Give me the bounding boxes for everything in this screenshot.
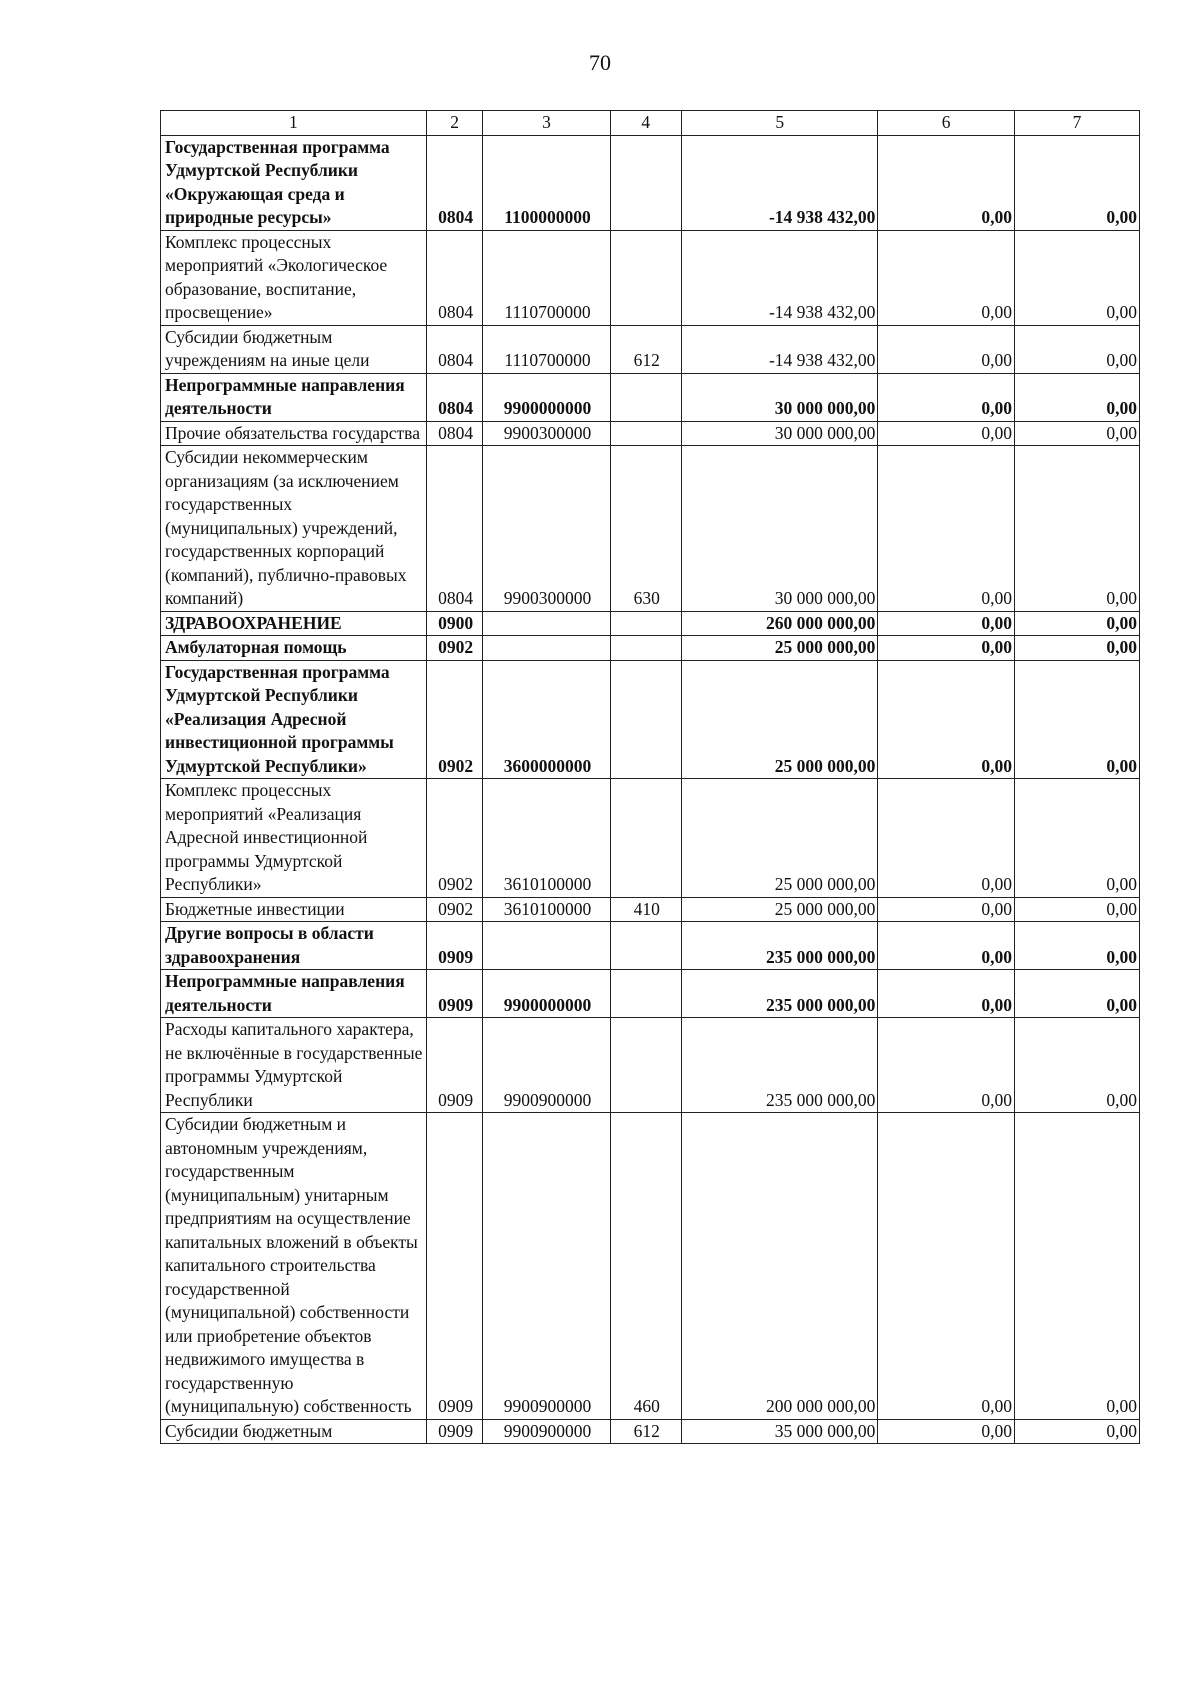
target-article-cell: 9900900000 (483, 1113, 610, 1420)
amount-cell: 0,00 (1014, 1419, 1139, 1444)
table-row (161, 1419, 1140, 1444)
section-code-cell: 0909 (426, 970, 483, 1018)
amount-cell: 0,00 (1014, 922, 1139, 970)
column-header: 5 (681, 111, 877, 136)
expense-type-cell (610, 636, 681, 661)
target-article-cell: 9900000000 (483, 970, 610, 1018)
expense-type-cell (610, 1018, 681, 1113)
amount-cell: 0,00 (1014, 660, 1139, 779)
amount-cell: 0,00 (878, 897, 1015, 922)
table-row (161, 970, 1140, 1018)
table-row (161, 1018, 1140, 1113)
row-name-cell: ЗДРАВООХРАНЕНИЕ (161, 611, 427, 636)
expense-type-cell: 630 (610, 446, 681, 612)
target-article-cell: 9900300000 (483, 446, 610, 612)
section-code-cell: 0804 (426, 230, 483, 325)
row-name-cell: Непрограммные направления деятельности (161, 970, 427, 1018)
amount-cell: 0,00 (1014, 1018, 1139, 1113)
section-code-cell: 0804 (426, 325, 483, 373)
amount-cell: 0,00 (1014, 970, 1139, 1018)
amount-cell: -14 938 432,00 (681, 135, 877, 230)
amount-cell: 30 000 000,00 (681, 421, 877, 446)
target-article-cell: 1110700000 (483, 230, 610, 325)
row-name-cell: Государственная программа Удмуртской Республики «Реализация Адресной инвестиционной программы Удмуртской Республики» (161, 660, 427, 779)
row-name-cell: Комплекс процессных мероприятий «Реализация Адресной инвестиционной программы Удмуртской Республики» (161, 779, 427, 898)
amount-cell: 30 000 000,00 (681, 446, 877, 612)
section-code-cell: 0902 (426, 897, 483, 922)
section-code-cell: 0902 (426, 660, 483, 779)
row-name-cell: Непрограммные направления деятельности (161, 373, 427, 421)
section-code-cell: 0902 (426, 636, 483, 661)
column-header: 6 (878, 111, 1015, 136)
expense-type-cell: 410 (610, 897, 681, 922)
row-name-cell: Прочие обязательства государства (161, 421, 427, 446)
expense-type-cell (610, 922, 681, 970)
amount-cell: 235 000 000,00 (681, 922, 877, 970)
expense-type-cell (610, 373, 681, 421)
amount-cell: 0,00 (878, 636, 1015, 661)
table-row (161, 446, 1140, 612)
row-name-cell: Субсидии бюджетным учреждениям на иные цели (161, 325, 427, 373)
target-article-cell: 9900900000 (483, 1419, 610, 1444)
row-name-cell: Субсидии бюджетным и автономным учреждениям, государственным (муниципальным) унитарным предприятиям на осуществление капитальных вложений в объекты капитального строительства государственной (муниципальной) собственности или приобретение объектов недвижимого имущества в государственную (муниципальную) собственность (161, 1113, 427, 1420)
amount-cell: 0,00 (878, 922, 1015, 970)
target-article-cell: 3600000000 (483, 660, 610, 779)
amount-cell: 0,00 (878, 230, 1015, 325)
amount-cell: 0,00 (878, 135, 1015, 230)
expense-type-cell (610, 135, 681, 230)
amount-cell: 0,00 (1014, 446, 1139, 612)
amount-cell: 35 000 000,00 (681, 1419, 877, 1444)
amount-cell: 0,00 (1014, 135, 1139, 230)
row-name-cell: Бюджетные инвестиции (161, 897, 427, 922)
amount-cell: 25 000 000,00 (681, 636, 877, 661)
table-row (161, 897, 1140, 922)
expense-type-cell (610, 230, 681, 325)
amount-cell: 235 000 000,00 (681, 1018, 877, 1113)
amount-cell: 260 000 000,00 (681, 611, 877, 636)
row-name-cell: Комплекс процессных мероприятий «Экологическое образование, воспитание, просвещение» (161, 230, 427, 325)
target-article-cell: 3610100000 (483, 779, 610, 898)
amount-cell: 0,00 (878, 1113, 1015, 1420)
row-name-cell: Другие вопросы в области здравоохранения (161, 922, 427, 970)
row-name-cell: Расходы капитального характера, не включённые в государственные программы Удмуртской Республики (161, 1018, 427, 1113)
target-article-cell: 9900300000 (483, 421, 610, 446)
section-code-cell: 0909 (426, 1113, 483, 1420)
row-name-cell: Субсидии бюджетным (161, 1419, 427, 1444)
table-row (161, 421, 1140, 446)
table-row (161, 660, 1140, 779)
target-article-cell (483, 611, 610, 636)
amount-cell: 0,00 (878, 660, 1015, 779)
amount-cell: 25 000 000,00 (681, 897, 877, 922)
amount-cell: 25 000 000,00 (681, 779, 877, 898)
column-header: 3 (483, 111, 610, 136)
section-code-cell: 0804 (426, 135, 483, 230)
target-article-cell (483, 922, 610, 970)
table-row (161, 922, 1140, 970)
amount-cell: 0,00 (878, 421, 1015, 446)
expense-type-cell (610, 779, 681, 898)
amount-cell: 0,00 (1014, 636, 1139, 661)
amount-cell: 0,00 (1014, 230, 1139, 325)
amount-cell: 200 000 000,00 (681, 1113, 877, 1420)
page-number: 70 (589, 50, 611, 75)
amount-cell: 0,00 (1014, 897, 1139, 922)
column-header: 4 (610, 111, 681, 136)
amount-cell: 0,00 (878, 779, 1015, 898)
amount-cell: 0,00 (878, 1419, 1015, 1444)
table-row (161, 373, 1140, 421)
budget-table (160, 110, 1140, 1444)
expense-type-cell (610, 421, 681, 446)
amount-cell: 0,00 (1014, 1113, 1139, 1420)
table-row (161, 230, 1140, 325)
section-code-cell: 0909 (426, 1018, 483, 1113)
expense-type-cell (610, 660, 681, 779)
amount-cell: 0,00 (1014, 421, 1139, 446)
row-name-cell: Амбулаторная помощь (161, 636, 427, 661)
target-article-cell: 9900900000 (483, 1018, 610, 1113)
section-code-cell: 0909 (426, 1419, 483, 1444)
amount-cell: 0,00 (1014, 779, 1139, 898)
row-name-cell: Государственная программа Удмуртской Республики «Окружающая среда и природные ресурсы» (161, 135, 427, 230)
table-row (161, 779, 1140, 898)
target-article-cell: 9900000000 (483, 373, 610, 421)
amount-cell: 25 000 000,00 (681, 660, 877, 779)
section-code-cell: 0804 (426, 421, 483, 446)
amount-cell: 0,00 (1014, 611, 1139, 636)
column-header: 2 (426, 111, 483, 136)
table-row (161, 1113, 1140, 1420)
section-code-cell: 0900 (426, 611, 483, 636)
section-code-cell: 0804 (426, 446, 483, 612)
expense-type-cell: 612 (610, 325, 681, 373)
section-code-cell: 0902 (426, 779, 483, 898)
row-name-cell: Субсидии некоммерческим организациям (за исключением государственных (муниципальных) учреждений, государственных корпораций (компаний), публично-правовых компаний) (161, 446, 427, 612)
column-header: 7 (1014, 111, 1139, 136)
expense-type-cell (610, 611, 681, 636)
amount-cell: 0,00 (1014, 373, 1139, 421)
amount-cell: 0,00 (878, 446, 1015, 612)
expense-type-cell: 460 (610, 1113, 681, 1420)
amount-cell: 0,00 (878, 1018, 1015, 1113)
amount-cell: 235 000 000,00 (681, 970, 877, 1018)
target-article-cell (483, 636, 610, 661)
amount-cell: -14 938 432,00 (681, 325, 877, 373)
amount-cell: 0,00 (1014, 325, 1139, 373)
column-header: 1 (161, 111, 427, 136)
table-row (161, 611, 1140, 636)
target-article-cell: 1110700000 (483, 325, 610, 373)
amount-cell: 0,00 (878, 611, 1015, 636)
section-code-cell: 0909 (426, 922, 483, 970)
table-row (161, 135, 1140, 230)
amount-cell: 0,00 (878, 373, 1015, 421)
expense-type-cell: 612 (610, 1419, 681, 1444)
column-number-row (161, 111, 1140, 136)
amount-cell: 0,00 (878, 325, 1015, 373)
expense-type-cell (610, 970, 681, 1018)
amount-cell: 30 000 000,00 (681, 373, 877, 421)
table-row (161, 636, 1140, 661)
amount-cell: 0,00 (878, 970, 1015, 1018)
target-article-cell: 3610100000 (483, 897, 610, 922)
amount-cell: -14 938 432,00 (681, 230, 877, 325)
table-row (161, 325, 1140, 373)
target-article-cell: 1100000000 (483, 135, 610, 230)
section-code-cell: 0804 (426, 373, 483, 421)
